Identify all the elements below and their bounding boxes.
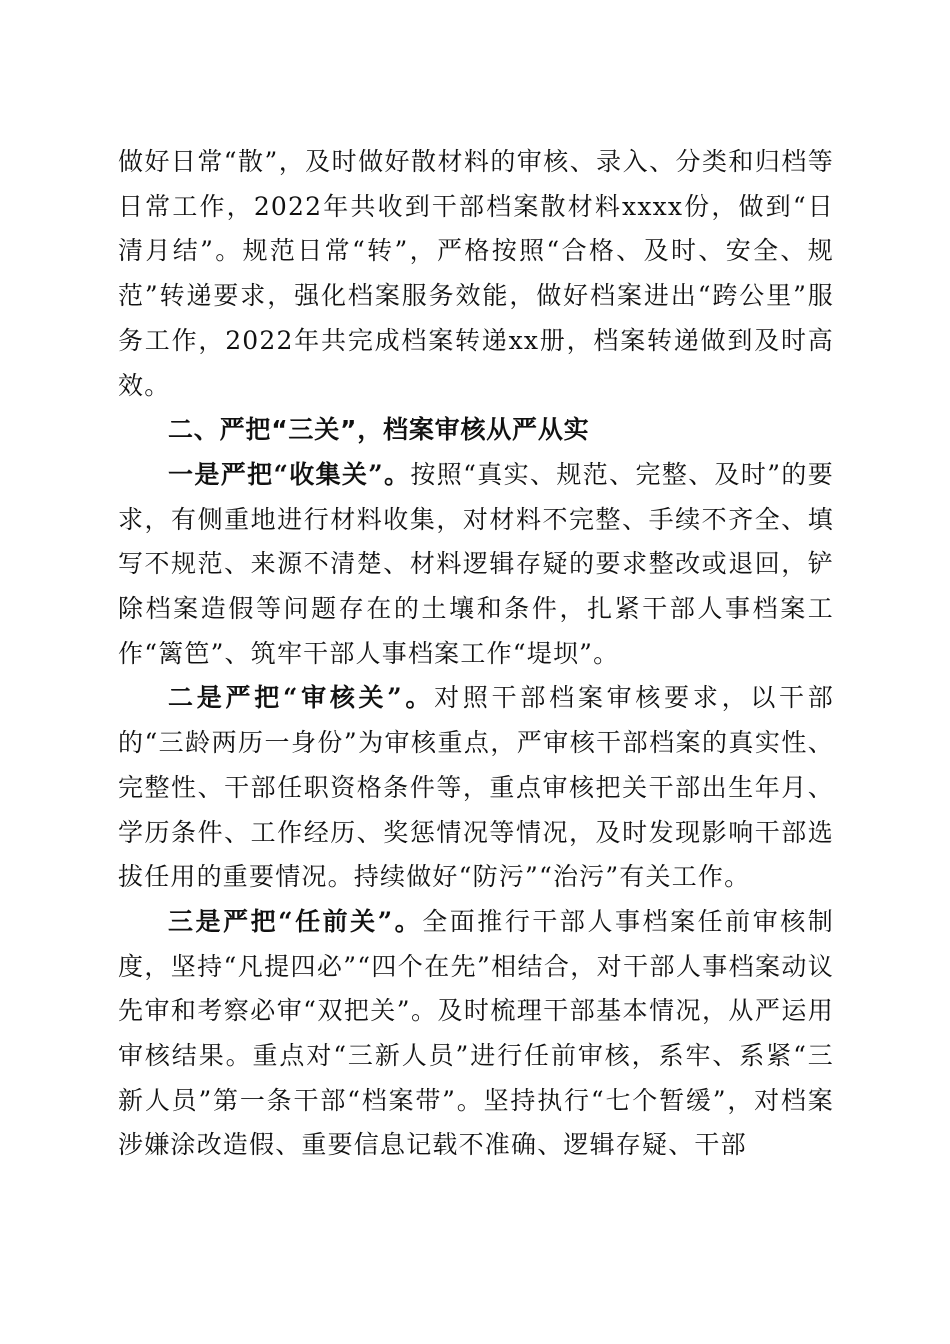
paragraph-review-gate: [118, 676, 834, 900]
paragraph-lead: 二是严把“审核关”。: [168, 683, 435, 713]
paragraph-text: 对照干部档案审核要求，以干部的“三龄两历一身份”为审核重点，严审核干部档案的真实性、完整性、干部任职资格条件等，重点审核把关干部出生年月、学历条件、工作经历、奖惩情况等情况，及时发现影响干部选拔任用的重要情况。持续做好“防污”“治污”有关工作。: [118, 683, 834, 892]
paragraph-text: 全面推行干部人事档案任前审核制度，坚持“凡提四必”“四个在先”相结合，对干部人事档案动议先审和考察必审“双把关”。及时梳理干部基本情况，从严运用审核结果。重点对“三新人员”进行任前审核，系牢、系紧“三新人员”第一条干部“档案带”。坚持执行“七个暂缓”，对档案涉嫌涂改造假、重要信息记载不准确、逻辑存疑、干部: [118, 906, 834, 1160]
document-body: [118, 140, 834, 1168]
paragraph-text: 按照“真实、规范、完整、及时”的要求，有侧重地进行材料收集，对材料不完整、手续不齐全、填写不规范、来源不清楚、材料逻辑存疑的要求整改或退回，铲除档案造假等问题存在的土壤和条件，扎紧干部人事档案工作“篱笆”、筑牢干部人事档案工作“堤坝”。: [118, 459, 834, 668]
section-heading: 二、严把“三关”，档案审核从严从实: [168, 415, 590, 445]
paragraph-collection-gate: [118, 453, 834, 677]
paragraph-lead: 三是严把“任前关”。: [168, 906, 423, 936]
paragraph-lead: 一是严把“收集关”。: [168, 459, 411, 489]
paragraph-text: 做好日常“散”，及时做好散材料的审核、录入、分类和归档等日常工作，2022年共收到干部档案散材料xxxx份，做到“日清月结”。规范日常“转”，严格按照“合格、及时、安全、规范”转递要求，强化档案服务效能，做好档案进出“跨公里”服务工作，2022年共完成档案转递xx册，档案转递做到及时高效。: [118, 147, 834, 400]
paragraph-pre-appointment-gate: [118, 900, 834, 1168]
paragraph-daily-work: [118, 140, 834, 408]
